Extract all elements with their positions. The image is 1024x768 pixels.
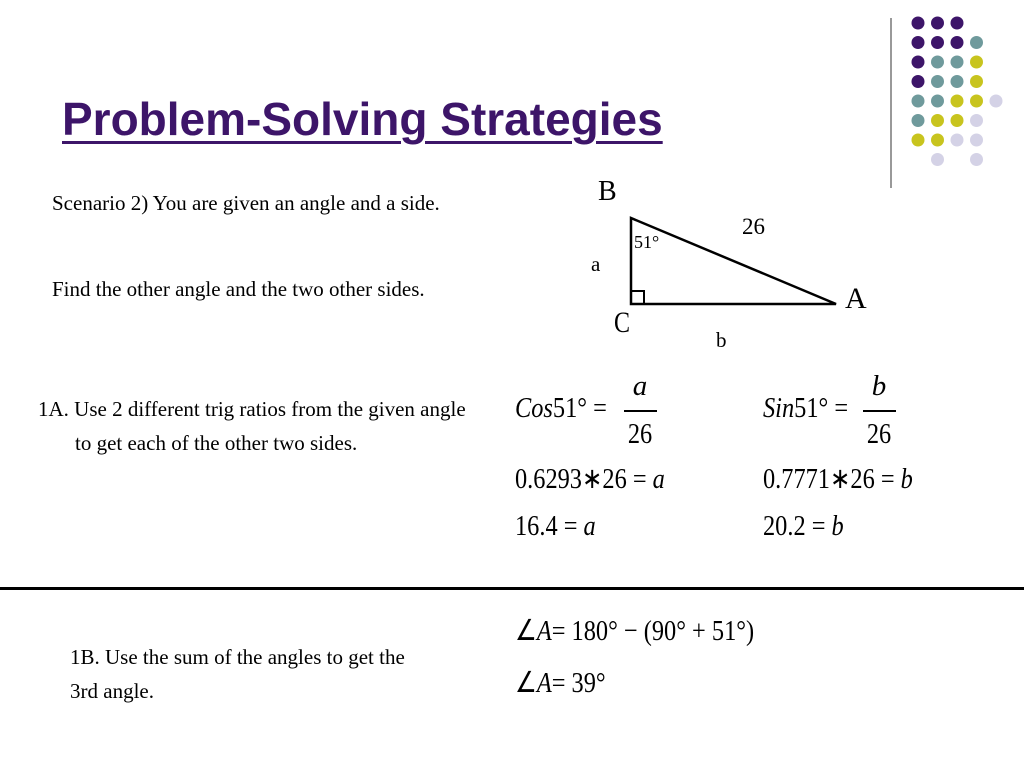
side-a-label: a [591,252,601,276]
vertex-b-label: B [598,176,617,207]
sin-step-2 [763,461,913,496]
right-angle-marker [631,291,644,304]
angle-step-1-rhs: = 180° − (90° + 51°) [551,615,755,647]
sin-step-3-value: 20.2 = [763,510,826,542]
scenario-text: Scenario 2) You are given an angle and a side. [52,191,440,215]
step-1a-text [38,392,468,460]
side-b-label: b [716,328,727,352]
cos-angle: 51° = [552,392,607,424]
sin-numerator: b [871,370,887,402]
sin-step-3-var: b [831,510,844,542]
sin-angle: 51° = [794,392,849,424]
sin-step-2-value: 0.7771∗26 = [763,463,895,495]
cos-fn: Cos [515,392,553,424]
section-divider [0,587,1024,590]
angle-step-2 [515,665,606,700]
find-text: Find the other angle and the two other sides. [52,277,425,301]
angle-var-1: A [536,615,552,647]
vertex-a-label: A [845,282,867,315]
triangle-diagram [0,0,1024,360]
angle-symbol-2: ∠ [515,667,537,699]
cos-step-2 [515,461,665,496]
sin-fraction-bar [863,410,896,412]
angle-symbol-1: ∠ [515,615,537,647]
sin-equation-lhs [763,392,848,425]
angle-step-1 [515,613,754,648]
sin-step-2-var: b [900,463,913,495]
step-1a-paragraph: 1A. Use 2 different trig ratios from the given angle to get each of the other two sides. [38,397,466,455]
sin-fn: Sin [763,392,795,424]
slide-title: Problem-Solving Strategies [62,93,663,145]
step-1b-text: 1B. Use the sum of the angles to get the 3rd angle. [70,645,405,703]
cos-fraction-bar [624,410,657,412]
cos-step-3-var: a [583,510,596,542]
angle-b-label: 51° [634,232,660,252]
sin-denominator: 26 [866,418,892,450]
cos-step-3-value: 16.4 = [515,510,578,542]
sin-step-3 [763,510,844,543]
cos-step-2-var: a [652,463,665,495]
cos-step-2-value: 0.6293∗26 = [515,463,647,495]
cos-step-3 [515,510,596,543]
angle-var-2: A [536,667,552,699]
triangle-outline [631,218,836,304]
cos-equation-lhs [515,392,607,425]
angle-step-2-rhs: = 39° [551,667,606,699]
cos-numerator: a [632,370,648,402]
hypotenuse-label: 26 [742,214,765,239]
vertex-c-label: C [614,306,631,339]
cos-denominator: 26 [627,418,653,450]
